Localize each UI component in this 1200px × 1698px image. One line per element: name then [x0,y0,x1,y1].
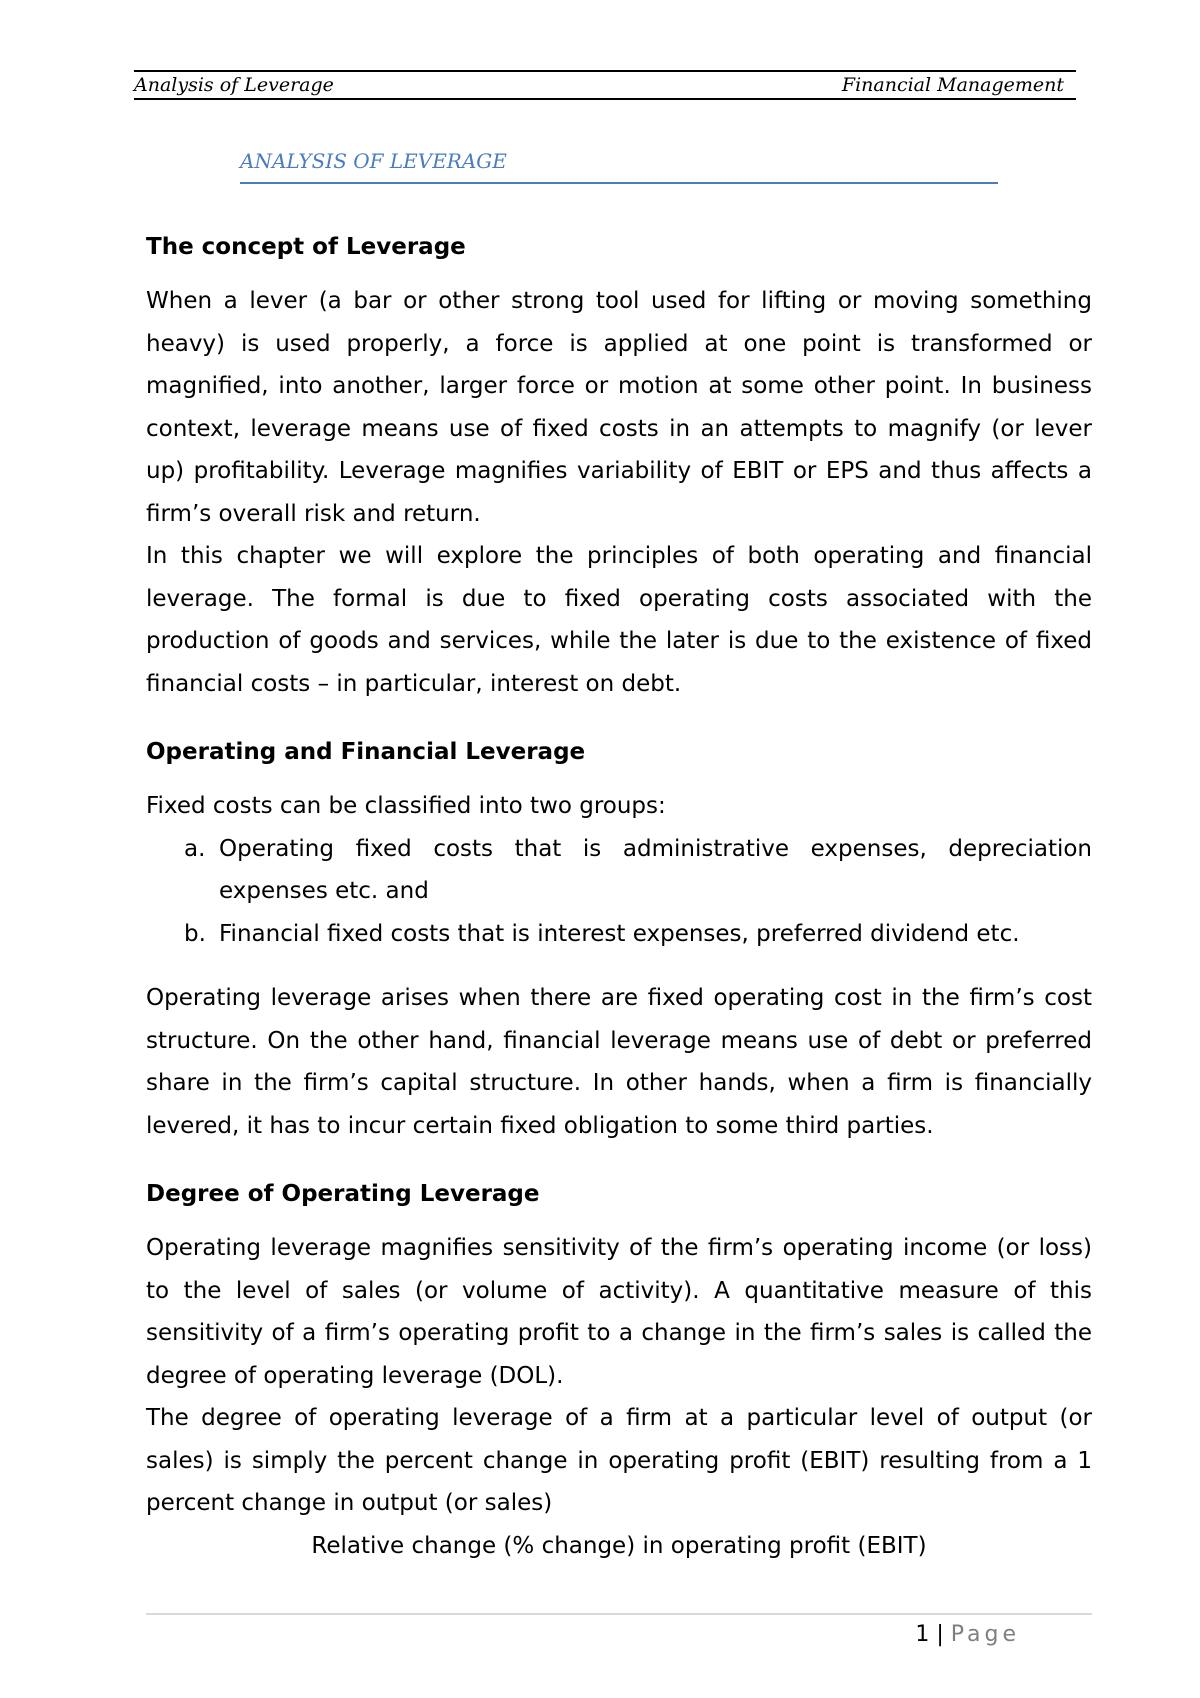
page-footer [915,1620,1020,1650]
section-heading-concept: The concept of Leverage [146,234,466,260]
list-item-text: Operating fixed costs that is administrative expenses, depreciation expenses etc. and [219,835,1092,904]
fixed-cost-list [146,828,1092,956]
page-label: Page [950,1622,1020,1647]
list-marker: a. [184,835,206,862]
paragraph: When a lever (a bar or other strong tool used for lifting or moving something heavy) is used properly, a force is applied at one point is transformed or magnified, into another, larger force or motion at some other point. In business context, leverage means use of fixed costs in an attempts to magnify (or lever up) profitability. Leverage magnifies variability of EBIT or EPS and thus affects a firm’s overall risk and return. [146,288,1092,527]
formula-numerator: Relative change (% change) in operating profit (EBIT) [311,1532,927,1559]
paragraph: The degree of operating leverage of a firm at a particular level of output (or sales) is simply the percent change in operating profit (EBIT) resulting from a 1 percent change in output (or sales) [146,1405,1092,1516]
paragraph: Fixed costs can be classified into two groups: [146,793,666,819]
document-title: ANALYSIS OF LEVERAGE [240,148,998,184]
list-item [146,828,1092,913]
paragraph: Operating leverage magnifies sensitivity of the firm’s operating income (or loss) to the level of sales (or volume of activity). A quantitative measure of this sensitivity of a firm’s operating profit to a change in the firm’s sales is called the degree of operating leverage (DOL). [146,1235,1092,1389]
paragraph: Operating leverage arises when there are fixed operating cost in the firm’s cost structure. On the other hand, financial leverage means use of debt or preferred share in the firm’s capital structure. In other hands, when a firm is financially levered, it has to incur certain fixed obligation to some third parties. [146,985,1092,1139]
footer-divider [146,1613,1092,1615]
footer-separator: | [936,1622,944,1647]
page-header [134,70,1076,100]
paragraph: In this chapter we will explore the principles of both operating and financial leverage. The formal is due to fixed operating costs associated with the production of goods and services, while the later is due to the existence of fixed financial costs – in particular, interest on debt. [146,543,1092,697]
list-marker: b. [184,920,206,947]
list-item [146,913,1092,956]
header-left-text: Analysis of Leverage [134,74,334,96]
section-heading-dol: Degree of Operating Leverage [146,1181,540,1207]
list-item-text: Financial fixed costs that is interest expenses, preferred dividend etc. [219,920,1020,947]
document-body [146,226,1092,1567]
section-heading-operating-financial: Operating and Financial Leverage [146,739,586,765]
page-number: 1 [915,1622,930,1647]
header-right-text: Financial Management [841,74,1064,96]
